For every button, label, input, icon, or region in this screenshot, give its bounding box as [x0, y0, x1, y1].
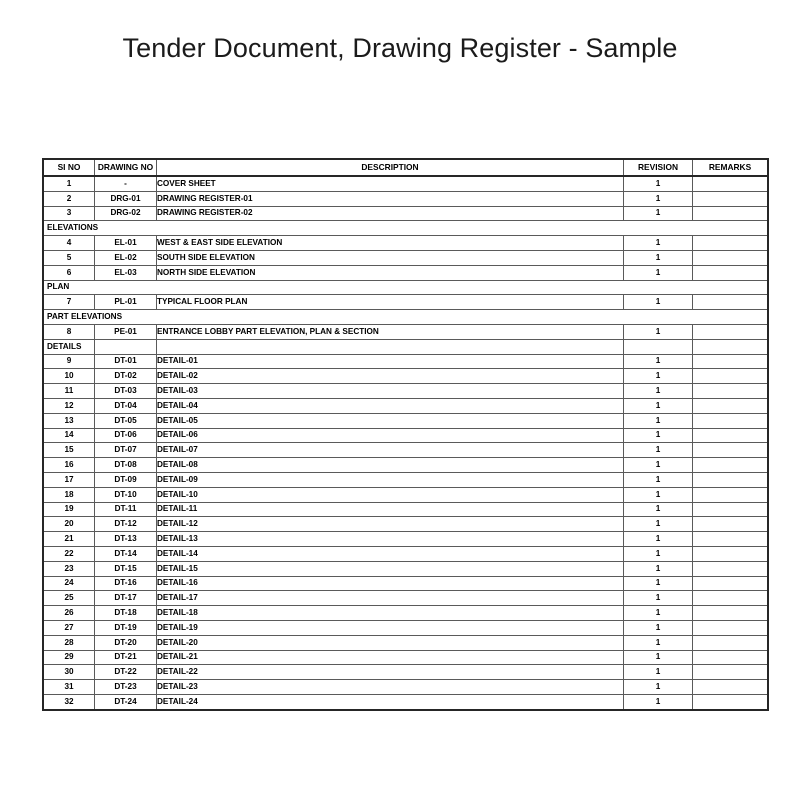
cell-remarks [693, 694, 769, 709]
cell-description: DETAIL-23 [157, 680, 624, 695]
cell-description: DETAIL-15 [157, 561, 624, 576]
cell-description: DETAIL-18 [157, 606, 624, 621]
cell-description: DETAIL-14 [157, 546, 624, 561]
cell-description: DETAIL-12 [157, 517, 624, 532]
group-drawing-no-cell [95, 339, 157, 354]
cell-description: DETAIL-16 [157, 576, 624, 591]
table-row [43, 191, 768, 206]
table-row [43, 236, 768, 251]
table-row [43, 487, 768, 502]
cell-description: DETAIL-06 [157, 428, 624, 443]
cell-description: DETAIL-03 [157, 384, 624, 399]
table-row [43, 354, 768, 369]
cell-drawing-no: EL-02 [95, 250, 157, 265]
cell-revision: 1 [624, 398, 693, 413]
cell-description: DETAIL-08 [157, 458, 624, 473]
cell-remarks [693, 472, 769, 487]
table-row [43, 680, 768, 695]
table-row [43, 620, 768, 635]
drawing-register-table [42, 158, 769, 711]
cell-drawing-no: DRG-02 [95, 206, 157, 221]
cell-drawing-no: DT-07 [95, 443, 157, 458]
cell-remarks [693, 206, 769, 221]
cell-description: DETAIL-11 [157, 502, 624, 517]
table-header-row [43, 159, 768, 176]
cell-drawing-no: DT-02 [95, 369, 157, 384]
cell-remarks [693, 265, 769, 280]
cell-remarks [693, 250, 769, 265]
cell-revision: 1 [624, 413, 693, 428]
cell-sl-no: 9 [43, 354, 95, 369]
group-label: DETAILS [43, 339, 95, 354]
cell-revision: 1 [624, 265, 693, 280]
table-row [43, 458, 768, 473]
cell-sl-no: 5 [43, 250, 95, 265]
table-row [43, 591, 768, 606]
cell-remarks [693, 295, 769, 310]
table-row [43, 369, 768, 384]
table-group-row [43, 310, 768, 325]
cell-remarks [693, 606, 769, 621]
table-row [43, 576, 768, 591]
cell-revision: 1 [624, 250, 693, 265]
table-row [43, 561, 768, 576]
cell-revision: 1 [624, 665, 693, 680]
cell-revision: 1 [624, 458, 693, 473]
cell-description: WEST & EAST SIDE ELEVATION [157, 236, 624, 251]
cell-remarks [693, 443, 769, 458]
table-row [43, 176, 768, 191]
cell-drawing-no: DT-22 [95, 665, 157, 680]
cell-sl-no: 17 [43, 472, 95, 487]
cell-sl-no: 2 [43, 191, 95, 206]
cell-description: DETAIL-10 [157, 487, 624, 502]
group-remarks-cell [693, 339, 769, 354]
cell-remarks [693, 458, 769, 473]
cell-description: DETAIL-02 [157, 369, 624, 384]
table-body [43, 176, 768, 710]
cell-drawing-no: EL-01 [95, 236, 157, 251]
cell-revision: 1 [624, 354, 693, 369]
cell-sl-no: 14 [43, 428, 95, 443]
cell-sl-no: 10 [43, 369, 95, 384]
cell-remarks [693, 354, 769, 369]
cell-sl-no: 26 [43, 606, 95, 621]
table-group-row [43, 280, 768, 295]
column-header-sl-no: SI NO [43, 159, 95, 176]
cell-description: DETAIL-17 [157, 591, 624, 606]
cell-drawing-no: DT-05 [95, 413, 157, 428]
cell-remarks [693, 517, 769, 532]
cell-remarks [693, 384, 769, 399]
cell-drawing-no: DT-06 [95, 428, 157, 443]
group-label: PART ELEVATIONS [43, 310, 768, 325]
table-row [43, 546, 768, 561]
cell-sl-no: 13 [43, 413, 95, 428]
cell-sl-no: 4 [43, 236, 95, 251]
cell-sl-no: 29 [43, 650, 95, 665]
cell-sl-no: 6 [43, 265, 95, 280]
cell-description: DETAIL-13 [157, 532, 624, 547]
table-group-row [43, 221, 768, 236]
cell-sl-no: 8 [43, 324, 95, 339]
cell-revision: 1 [624, 191, 693, 206]
table-row [43, 665, 768, 680]
cell-sl-no: 21 [43, 532, 95, 547]
cell-drawing-no: DT-23 [95, 680, 157, 695]
cell-drawing-no: DT-03 [95, 384, 157, 399]
cell-revision: 1 [624, 620, 693, 635]
column-header-drawing-no: DRAWING NO [95, 159, 157, 176]
cell-revision: 1 [624, 680, 693, 695]
cell-drawing-no: DT-24 [95, 694, 157, 709]
cell-description: DETAIL-05 [157, 413, 624, 428]
cell-sl-no: 32 [43, 694, 95, 709]
table-row [43, 502, 768, 517]
cell-sl-no: 3 [43, 206, 95, 221]
cell-sl-no: 24 [43, 576, 95, 591]
cell-sl-no: 7 [43, 295, 95, 310]
table-row [43, 295, 768, 310]
cell-drawing-no: DT-08 [95, 458, 157, 473]
cell-remarks [693, 398, 769, 413]
cell-drawing-no: DT-01 [95, 354, 157, 369]
cell-remarks [693, 413, 769, 428]
cell-description: COVER SHEET [157, 176, 624, 191]
cell-description: DETAIL-22 [157, 665, 624, 680]
cell-revision: 1 [624, 487, 693, 502]
drawing-register-table-wrapper [42, 158, 761, 711]
cell-drawing-no: DT-04 [95, 398, 157, 413]
cell-description: DETAIL-01 [157, 354, 624, 369]
table-row [43, 265, 768, 280]
cell-description: DETAIL-19 [157, 620, 624, 635]
cell-drawing-no: DT-12 [95, 517, 157, 532]
cell-drawing-no: DT-14 [95, 546, 157, 561]
cell-remarks [693, 650, 769, 665]
cell-remarks [693, 502, 769, 517]
group-label: ELEVATIONS [43, 221, 768, 236]
cell-sl-no: 19 [43, 502, 95, 517]
cell-drawing-no: DT-16 [95, 576, 157, 591]
cell-revision: 1 [624, 472, 693, 487]
cell-description: DETAIL-04 [157, 398, 624, 413]
table-row [43, 250, 768, 265]
cell-revision: 1 [624, 236, 693, 251]
table-row [43, 206, 768, 221]
column-header-remarks: REMARKS [693, 159, 769, 176]
cell-revision: 1 [624, 546, 693, 561]
table-row [43, 694, 768, 709]
cell-drawing-no: DT-21 [95, 650, 157, 665]
cell-drawing-no: DT-15 [95, 561, 157, 576]
cell-drawing-no: DT-17 [95, 591, 157, 606]
cell-sl-no: 16 [43, 458, 95, 473]
cell-revision: 1 [624, 206, 693, 221]
cell-drawing-no: DT-09 [95, 472, 157, 487]
cell-revision: 1 [624, 502, 693, 517]
cell-remarks [693, 576, 769, 591]
cell-remarks [693, 428, 769, 443]
cell-description: ENTRANCE LOBBY PART ELEVATION, PLAN & SECTION [157, 324, 624, 339]
cell-sl-no: 22 [43, 546, 95, 561]
cell-revision: 1 [624, 532, 693, 547]
cell-drawing-no: DT-18 [95, 606, 157, 621]
table-group-row [43, 339, 768, 354]
table-row [43, 635, 768, 650]
cell-description: DETAIL-20 [157, 635, 624, 650]
cell-description: DETAIL-21 [157, 650, 624, 665]
cell-drawing-no: PL-01 [95, 295, 157, 310]
cell-sl-no: 28 [43, 635, 95, 650]
cell-revision: 1 [624, 635, 693, 650]
cell-remarks [693, 635, 769, 650]
cell-revision: 1 [624, 443, 693, 458]
cell-drawing-no: DRG-01 [95, 191, 157, 206]
cell-remarks [693, 561, 769, 576]
cell-description: DETAIL-24 [157, 694, 624, 709]
cell-sl-no: 27 [43, 620, 95, 635]
cell-drawing-no: EL-03 [95, 265, 157, 280]
cell-remarks [693, 680, 769, 695]
page-title: Tender Document, Drawing Register - Sample [122, 33, 678, 63]
group-revision-cell [624, 339, 693, 354]
cell-sl-no: 20 [43, 517, 95, 532]
cell-revision: 1 [624, 694, 693, 709]
cell-revision: 1 [624, 591, 693, 606]
cell-remarks [693, 546, 769, 561]
cell-remarks [693, 369, 769, 384]
cell-drawing-no: DT-10 [95, 487, 157, 502]
cell-drawing-no: PE-01 [95, 324, 157, 339]
group-description-cell [157, 339, 624, 354]
table-row [43, 532, 768, 547]
table-row [43, 650, 768, 665]
cell-revision: 1 [624, 650, 693, 665]
cell-revision: 1 [624, 606, 693, 621]
table-row [43, 428, 768, 443]
cell-description: TYPICAL FLOOR PLAN [157, 295, 624, 310]
cell-remarks [693, 176, 769, 191]
cell-revision: 1 [624, 517, 693, 532]
cell-description: SOUTH SIDE ELEVATION [157, 250, 624, 265]
table-row [43, 606, 768, 621]
cell-description: DRAWING REGISTER-02 [157, 206, 624, 221]
cell-remarks [693, 324, 769, 339]
cell-sl-no: 11 [43, 384, 95, 399]
cell-drawing-no: - [95, 176, 157, 191]
cell-revision: 1 [624, 176, 693, 191]
cell-sl-no: 15 [43, 443, 95, 458]
cell-sl-no: 30 [43, 665, 95, 680]
cell-sl-no: 23 [43, 561, 95, 576]
cell-sl-no: 25 [43, 591, 95, 606]
cell-remarks [693, 620, 769, 635]
cell-remarks [693, 591, 769, 606]
cell-remarks [693, 236, 769, 251]
table-row [43, 398, 768, 413]
cell-revision: 1 [624, 561, 693, 576]
table-header [43, 159, 768, 176]
cell-sl-no: 18 [43, 487, 95, 502]
table-row [43, 517, 768, 532]
cell-remarks [693, 487, 769, 502]
column-header-revision: REVISION [624, 159, 693, 176]
table-row [43, 472, 768, 487]
cell-revision: 1 [624, 576, 693, 591]
table-row [43, 384, 768, 399]
cell-revision: 1 [624, 295, 693, 310]
table-row [43, 443, 768, 458]
cell-remarks [693, 532, 769, 547]
cell-description: DETAIL-07 [157, 443, 624, 458]
group-label: PLAN [43, 280, 768, 295]
cell-revision: 1 [624, 369, 693, 384]
cell-drawing-no: DT-13 [95, 532, 157, 547]
table-row [43, 413, 768, 428]
cell-sl-no: 31 [43, 680, 95, 695]
cell-drawing-no: DT-19 [95, 620, 157, 635]
cell-sl-no: 12 [43, 398, 95, 413]
column-header-description: DESCRIPTION [157, 159, 624, 176]
cell-description: DETAIL-09 [157, 472, 624, 487]
cell-revision: 1 [624, 384, 693, 399]
cell-drawing-no: DT-11 [95, 502, 157, 517]
cell-remarks [693, 665, 769, 680]
cell-revision: 1 [624, 324, 693, 339]
cell-revision: 1 [624, 428, 693, 443]
cell-sl-no: 1 [43, 176, 95, 191]
table-row [43, 324, 768, 339]
cell-description: NORTH SIDE ELEVATION [157, 265, 624, 280]
cell-drawing-no: DT-20 [95, 635, 157, 650]
cell-description: DRAWING REGISTER-01 [157, 191, 624, 206]
cell-remarks [693, 191, 769, 206]
